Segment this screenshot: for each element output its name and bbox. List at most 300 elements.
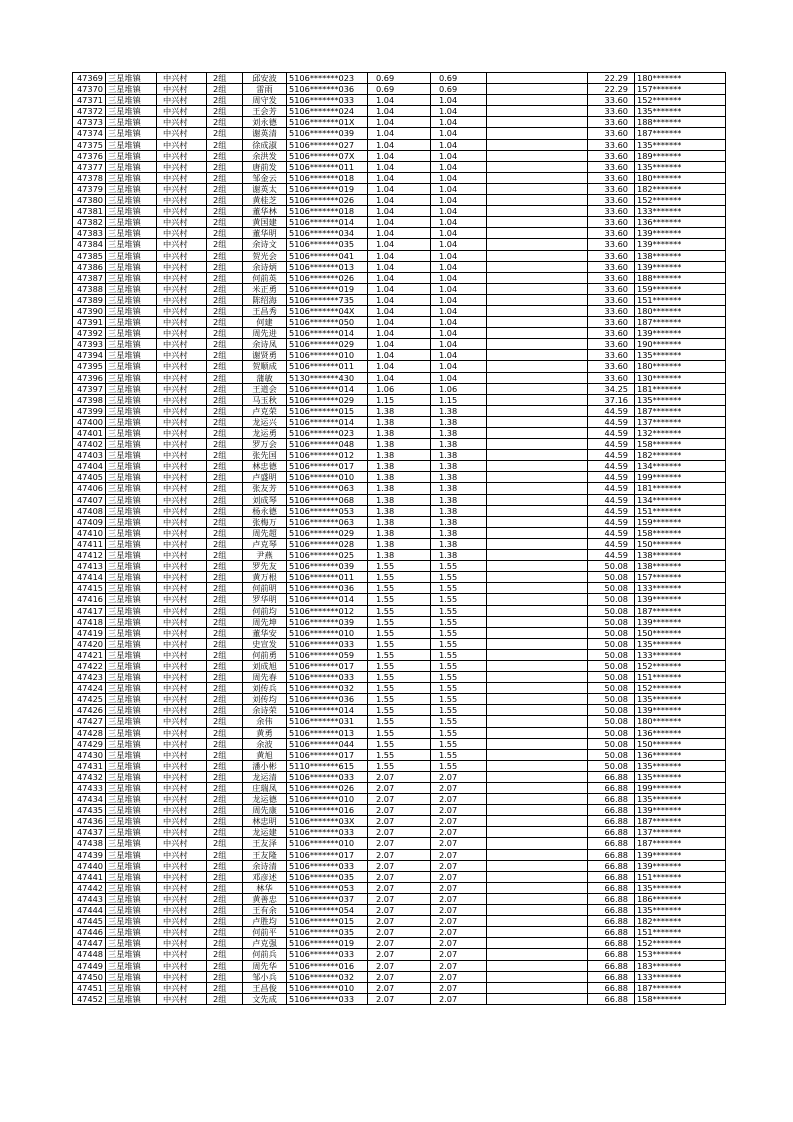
phone-cell: 135*******: [635, 794, 726, 805]
id-number-cell: 5106*******010: [287, 982, 368, 993]
town-cell: 三星堆镇: [106, 483, 157, 494]
group-cell: 2组: [207, 350, 243, 361]
village-cell: 中兴村: [157, 550, 207, 561]
blank-cell: [487, 150, 588, 161]
name-cell: 卢克荣: [243, 405, 287, 416]
name-cell: 陈绍海: [243, 294, 287, 305]
amount-cell: 33.60: [588, 139, 635, 150]
village-cell: 中兴村: [157, 738, 207, 749]
phone-cell: 135*******: [635, 161, 726, 172]
id-number-cell: 5106*******014: [287, 416, 368, 427]
town-cell: 三星堆镇: [106, 760, 157, 771]
id-number-cell: 5106*******033: [287, 638, 368, 649]
blank-cell: [487, 494, 588, 505]
confirmed-area-cell: 2.07: [431, 916, 487, 927]
confirmed-area-cell: 1.04: [431, 305, 487, 316]
amount-cell: 66.88: [588, 871, 635, 882]
village-cell: 中兴村: [157, 361, 207, 372]
village-cell: 中兴村: [157, 827, 207, 838]
phone-cell: 150*******: [635, 627, 726, 638]
phone-cell: 139*******: [635, 228, 726, 239]
town-cell: 三星堆镇: [106, 261, 157, 272]
confirmed-area-cell: 1.38: [431, 516, 487, 527]
name-cell: 卢胜均: [243, 916, 287, 927]
amount-cell: 66.88: [588, 971, 635, 982]
confirmed-area-cell: 1.38: [431, 461, 487, 472]
village-cell: 中兴村: [157, 183, 207, 194]
table-row: [73, 860, 726, 871]
id-number-cell: 5106*******033: [287, 860, 368, 871]
area-cell: 1.55: [368, 694, 431, 705]
amount-cell: 44.59: [588, 439, 635, 450]
village-cell: 中兴村: [157, 350, 207, 361]
phone-cell: 135*******: [635, 905, 726, 916]
town-cell: 三星堆镇: [106, 527, 157, 538]
blank-cell: [487, 128, 588, 139]
phone-cell: 180*******: [635, 73, 726, 84]
blank-cell: [487, 372, 588, 383]
confirmed-area-cell: 1.04: [431, 372, 487, 383]
table-row: [73, 516, 726, 527]
amount-cell: 50.08: [588, 705, 635, 716]
table-row: [73, 272, 726, 283]
blank-cell: [487, 849, 588, 860]
village-cell: 中兴村: [157, 938, 207, 949]
name-cell: 龙运建: [243, 827, 287, 838]
row-number-cell: 47420: [73, 638, 106, 649]
town-cell: 三星堆镇: [106, 605, 157, 616]
town-cell: 三星堆镇: [106, 350, 157, 361]
group-cell: 2组: [207, 905, 243, 916]
amount-cell: 44.59: [588, 472, 635, 483]
id-number-cell: 5106*******035: [287, 871, 368, 882]
table-row: [73, 816, 726, 827]
group-cell: 2组: [207, 261, 243, 272]
table-row: [73, 594, 726, 605]
name-cell: 董华明: [243, 228, 287, 239]
town-cell: 三星堆镇: [106, 317, 157, 328]
area-cell: 1.38: [368, 450, 431, 461]
row-number-cell: 47429: [73, 738, 106, 749]
row-number-cell: 47381: [73, 206, 106, 217]
confirmed-area-cell: 1.55: [431, 705, 487, 716]
id-number-cell: 5106*******063: [287, 483, 368, 494]
confirmed-area-cell: 1.04: [431, 161, 487, 172]
group-cell: 2组: [207, 206, 243, 217]
group-cell: 2组: [207, 538, 243, 549]
name-cell: 黄善忠: [243, 893, 287, 904]
table-row: [73, 982, 726, 993]
row-number-cell: 47443: [73, 893, 106, 904]
area-cell: 1.55: [368, 594, 431, 605]
amount-cell: 44.59: [588, 550, 635, 561]
row-number-cell: 47428: [73, 727, 106, 738]
amount-cell: 33.60: [588, 239, 635, 250]
village-cell: 中兴村: [157, 95, 207, 106]
id-number-cell: 5106*******023: [287, 73, 368, 84]
town-cell: 三星堆镇: [106, 771, 157, 782]
name-cell: 蒲敏: [243, 372, 287, 383]
village-cell: 中兴村: [157, 261, 207, 272]
name-cell: 余诗炳: [243, 261, 287, 272]
group-cell: 2组: [207, 683, 243, 694]
group-cell: 2组: [207, 139, 243, 150]
confirmed-area-cell: 1.04: [431, 294, 487, 305]
table-row: [73, 705, 726, 716]
blank-cell: [487, 294, 588, 305]
blank-cell: [487, 683, 588, 694]
group-cell: 2组: [207, 993, 243, 1004]
phone-cell: 139*******: [635, 705, 726, 716]
village-cell: 中兴村: [157, 472, 207, 483]
amount-cell: 50.08: [588, 583, 635, 594]
confirmed-area-cell: 1.38: [431, 450, 487, 461]
blank-cell: [487, 461, 588, 472]
village-cell: 中兴村: [157, 949, 207, 960]
name-cell: 余洪发: [243, 150, 287, 161]
area-cell: 1.38: [368, 461, 431, 472]
area-cell: 1.38: [368, 538, 431, 549]
id-number-cell: 5106*******735: [287, 294, 368, 305]
village-cell: 中兴村: [157, 328, 207, 339]
row-number-cell: 47389: [73, 294, 106, 305]
town-cell: 三星堆镇: [106, 339, 157, 350]
phone-cell: 180*******: [635, 305, 726, 316]
village-cell: 中兴村: [157, 305, 207, 316]
table-row: [73, 428, 726, 439]
name-cell: 刘成琴: [243, 494, 287, 505]
confirmed-area-cell: 0.69: [431, 84, 487, 95]
table-row: [73, 139, 726, 150]
village-cell: 中兴村: [157, 705, 207, 716]
confirmed-area-cell: 1.55: [431, 616, 487, 627]
confirmed-area-cell: 1.04: [431, 95, 487, 106]
name-cell: 周先超: [243, 527, 287, 538]
village-cell: 中兴村: [157, 993, 207, 1004]
row-number-cell: 47370: [73, 84, 106, 95]
blank-cell: [487, 361, 588, 372]
village-cell: 中兴村: [157, 161, 207, 172]
area-cell: 1.04: [368, 161, 431, 172]
table-body: [73, 73, 726, 1005]
confirmed-area-cell: 1.04: [431, 228, 487, 239]
name-cell: 周先进: [243, 328, 287, 339]
row-number-cell: 47402: [73, 439, 106, 450]
village-cell: 中兴村: [157, 505, 207, 516]
village-cell: 中兴村: [157, 794, 207, 805]
blank-cell: [487, 217, 588, 228]
village-cell: 中兴村: [157, 228, 207, 239]
row-number-cell: 47423: [73, 672, 106, 683]
area-cell: 1.04: [368, 150, 431, 161]
town-cell: 三星堆镇: [106, 672, 157, 683]
table-row: [73, 73, 726, 84]
id-number-cell: 5106*******034: [287, 228, 368, 239]
table-row: [73, 672, 726, 683]
phone-cell: 188*******: [635, 272, 726, 283]
name-cell: 谢英太: [243, 183, 287, 194]
town-cell: 三星堆镇: [106, 394, 157, 405]
id-number-cell: 5106*******039: [287, 561, 368, 572]
row-number-cell: 47384: [73, 239, 106, 250]
village-cell: 中兴村: [157, 605, 207, 616]
amount-cell: 44.59: [588, 461, 635, 472]
amount-cell: 33.60: [588, 195, 635, 206]
confirmed-area-cell: 1.04: [431, 361, 487, 372]
amount-cell: 33.60: [588, 228, 635, 239]
group-cell: 2组: [207, 916, 243, 927]
area-cell: 1.04: [368, 117, 431, 128]
area-cell: 1.55: [368, 683, 431, 694]
row-number-cell: 47380: [73, 195, 106, 206]
phone-cell: 135*******: [635, 760, 726, 771]
amount-cell: 33.60: [588, 250, 635, 261]
table-row: [73, 572, 726, 583]
confirmed-area-cell: 1.38: [431, 416, 487, 427]
amount-cell: 33.60: [588, 117, 635, 128]
name-cell: 文先成: [243, 993, 287, 1004]
name-cell: 何前英: [243, 272, 287, 283]
id-number-cell: 5106*******014: [287, 705, 368, 716]
id-number-cell: 5106*******032: [287, 683, 368, 694]
id-number-cell: 5106*******032: [287, 971, 368, 982]
phone-cell: 139*******: [635, 616, 726, 627]
amount-cell: 50.08: [588, 672, 635, 683]
table-row: [73, 372, 726, 383]
phone-cell: 134*******: [635, 494, 726, 505]
id-number-cell: 5110*******615: [287, 760, 368, 771]
village-cell: 中兴村: [157, 749, 207, 760]
table-row: [73, 117, 726, 128]
table-row: [73, 106, 726, 117]
group-cell: 2组: [207, 971, 243, 982]
town-cell: 三星堆镇: [106, 871, 157, 882]
amount-cell: 44.59: [588, 516, 635, 527]
group-cell: 2组: [207, 882, 243, 893]
confirmed-area-cell: 1.04: [431, 139, 487, 150]
blank-cell: [487, 993, 588, 1004]
village-cell: 中兴村: [157, 73, 207, 84]
table-row: [73, 738, 726, 749]
row-number-cell: 47392: [73, 328, 106, 339]
area-cell: 2.07: [368, 916, 431, 927]
blank-cell: [487, 927, 588, 938]
area-cell: 1.04: [368, 228, 431, 239]
area-cell: 2.07: [368, 871, 431, 882]
blank-cell: [487, 971, 588, 982]
village-cell: 中兴村: [157, 960, 207, 971]
village-cell: 中兴村: [157, 649, 207, 660]
confirmed-area-cell: 2.07: [431, 993, 487, 1004]
amount-cell: 50.08: [588, 605, 635, 616]
name-cell: 邱安波: [243, 73, 287, 84]
id-number-cell: 5106*******035: [287, 927, 368, 938]
phone-cell: 187*******: [635, 605, 726, 616]
area-cell: 1.04: [368, 272, 431, 283]
amount-cell: 66.88: [588, 949, 635, 960]
blank-cell: [487, 716, 588, 727]
confirmed-area-cell: 2.07: [431, 783, 487, 794]
town-cell: 三星堆镇: [106, 749, 157, 760]
phone-cell: 139*******: [635, 849, 726, 860]
blank-cell: [487, 483, 588, 494]
phone-cell: 138*******: [635, 561, 726, 572]
blank-cell: [487, 394, 588, 405]
blank-cell: [487, 594, 588, 605]
table-row: [73, 771, 726, 782]
group-cell: 2组: [207, 716, 243, 727]
area-cell: 1.04: [368, 217, 431, 228]
village-cell: 中兴村: [157, 217, 207, 228]
table-row: [73, 882, 726, 893]
name-cell: 何前勇: [243, 649, 287, 660]
confirmed-area-cell: 1.38: [431, 428, 487, 439]
confirmed-area-cell: 2.07: [431, 938, 487, 949]
village-cell: 中兴村: [157, 616, 207, 627]
confirmed-area-cell: 1.38: [431, 472, 487, 483]
row-number-cell: 47416: [73, 594, 106, 605]
confirmed-area-cell: 2.07: [431, 905, 487, 916]
town-cell: 三星堆镇: [106, 860, 157, 871]
area-cell: 1.38: [368, 428, 431, 439]
id-number-cell: 5106*******036: [287, 694, 368, 705]
phone-cell: 151*******: [635, 927, 726, 938]
village-cell: 中兴村: [157, 672, 207, 683]
blank-cell: [487, 84, 588, 95]
table-row: [73, 805, 726, 816]
confirmed-area-cell: 1.55: [431, 583, 487, 594]
amount-cell: 66.88: [588, 805, 635, 816]
blank-cell: [487, 350, 588, 361]
table-row: [73, 749, 726, 760]
phone-cell: 133*******: [635, 583, 726, 594]
town-cell: 三星堆镇: [106, 494, 157, 505]
id-number-cell: 5106*******039: [287, 616, 368, 627]
row-number-cell: 47412: [73, 550, 106, 561]
amount-cell: 33.60: [588, 106, 635, 117]
name-cell: 王友隆: [243, 849, 287, 860]
id-number-cell: 5106*******04X: [287, 305, 368, 316]
group-cell: 2组: [207, 727, 243, 738]
name-cell: 何前兵: [243, 949, 287, 960]
blank-cell: [487, 794, 588, 805]
phone-cell: 152*******: [635, 938, 726, 949]
blank-cell: [487, 949, 588, 960]
confirmed-area-cell: 1.04: [431, 172, 487, 183]
village-cell: 中兴村: [157, 483, 207, 494]
row-number-cell: 47414: [73, 572, 106, 583]
amount-cell: 50.08: [588, 738, 635, 749]
amount-cell: 50.08: [588, 694, 635, 705]
town-cell: 三星堆镇: [106, 649, 157, 660]
area-cell: 2.07: [368, 794, 431, 805]
town-cell: 三星堆镇: [106, 195, 157, 206]
group-cell: 2组: [207, 893, 243, 904]
table-row: [73, 871, 726, 882]
amount-cell: 66.88: [588, 993, 635, 1004]
table-row: [73, 172, 726, 183]
id-number-cell: 5106*******010: [287, 794, 368, 805]
area-cell: 1.06: [368, 383, 431, 394]
amount-cell: 44.59: [588, 538, 635, 549]
confirmed-area-cell: 1.04: [431, 117, 487, 128]
village-cell: 中兴村: [157, 572, 207, 583]
name-cell: 王道会: [243, 383, 287, 394]
phone-cell: 199*******: [635, 472, 726, 483]
confirmed-area-cell: 1.04: [431, 283, 487, 294]
town-cell: 三星堆镇: [106, 117, 157, 128]
phone-cell: 182*******: [635, 183, 726, 194]
group-cell: 2组: [207, 960, 243, 971]
confirmed-area-cell: 1.55: [431, 660, 487, 671]
confirmed-area-cell: 1.55: [431, 683, 487, 694]
id-number-cell: 5106*******013: [287, 261, 368, 272]
row-number-cell: 47378: [73, 172, 106, 183]
area-cell: 2.07: [368, 771, 431, 782]
village-cell: 中兴村: [157, 272, 207, 283]
amount-cell: 50.08: [588, 660, 635, 671]
row-number-cell: 47435: [73, 805, 106, 816]
table-row: [73, 317, 726, 328]
row-number-cell: 47440: [73, 860, 106, 871]
name-cell: 周先华: [243, 960, 287, 971]
town-cell: 三星堆镇: [106, 383, 157, 394]
row-number-cell: 47371: [73, 95, 106, 106]
name-cell: 卢克琴: [243, 538, 287, 549]
town-cell: 三星堆镇: [106, 505, 157, 516]
id-number-cell: 5106*******063: [287, 516, 368, 527]
village-cell: 中兴村: [157, 172, 207, 183]
town-cell: 三星堆镇: [106, 982, 157, 993]
confirmed-area-cell: 1.55: [431, 760, 487, 771]
group-cell: 2组: [207, 416, 243, 427]
town-cell: 三星堆镇: [106, 228, 157, 239]
table-row: [73, 361, 726, 372]
row-number-cell: 47395: [73, 361, 106, 372]
table-row: [73, 505, 726, 516]
confirmed-area-cell: 2.07: [431, 771, 487, 782]
name-cell: 尹燕: [243, 550, 287, 561]
town-cell: 三星堆镇: [106, 949, 157, 960]
town-cell: 三星堆镇: [106, 272, 157, 283]
phone-cell: 152*******: [635, 660, 726, 671]
confirmed-area-cell: 1.55: [431, 594, 487, 605]
village-cell: 中兴村: [157, 860, 207, 871]
area-cell: 1.55: [368, 672, 431, 683]
confirmed-area-cell: 2.07: [431, 949, 487, 960]
group-cell: 2组: [207, 816, 243, 827]
area-cell: 2.07: [368, 849, 431, 860]
group-cell: 2组: [207, 328, 243, 339]
group-cell: 2组: [207, 982, 243, 993]
town-cell: 三星堆镇: [106, 416, 157, 427]
amount-cell: 33.60: [588, 206, 635, 217]
town-cell: 三星堆镇: [106, 95, 157, 106]
blank-cell: [487, 172, 588, 183]
village-cell: 中兴村: [157, 893, 207, 904]
area-cell: 2.07: [368, 805, 431, 816]
area-cell: 1.15: [368, 394, 431, 405]
group-cell: 2组: [207, 394, 243, 405]
row-number-cell: 47382: [73, 217, 106, 228]
row-number-cell: 47373: [73, 117, 106, 128]
village-cell: 中兴村: [157, 905, 207, 916]
village-cell: 中兴村: [157, 150, 207, 161]
row-number-cell: 47390: [73, 305, 106, 316]
area-cell: 1.04: [368, 261, 431, 272]
phone-cell: 134*******: [635, 461, 726, 472]
village-cell: 中兴村: [157, 516, 207, 527]
